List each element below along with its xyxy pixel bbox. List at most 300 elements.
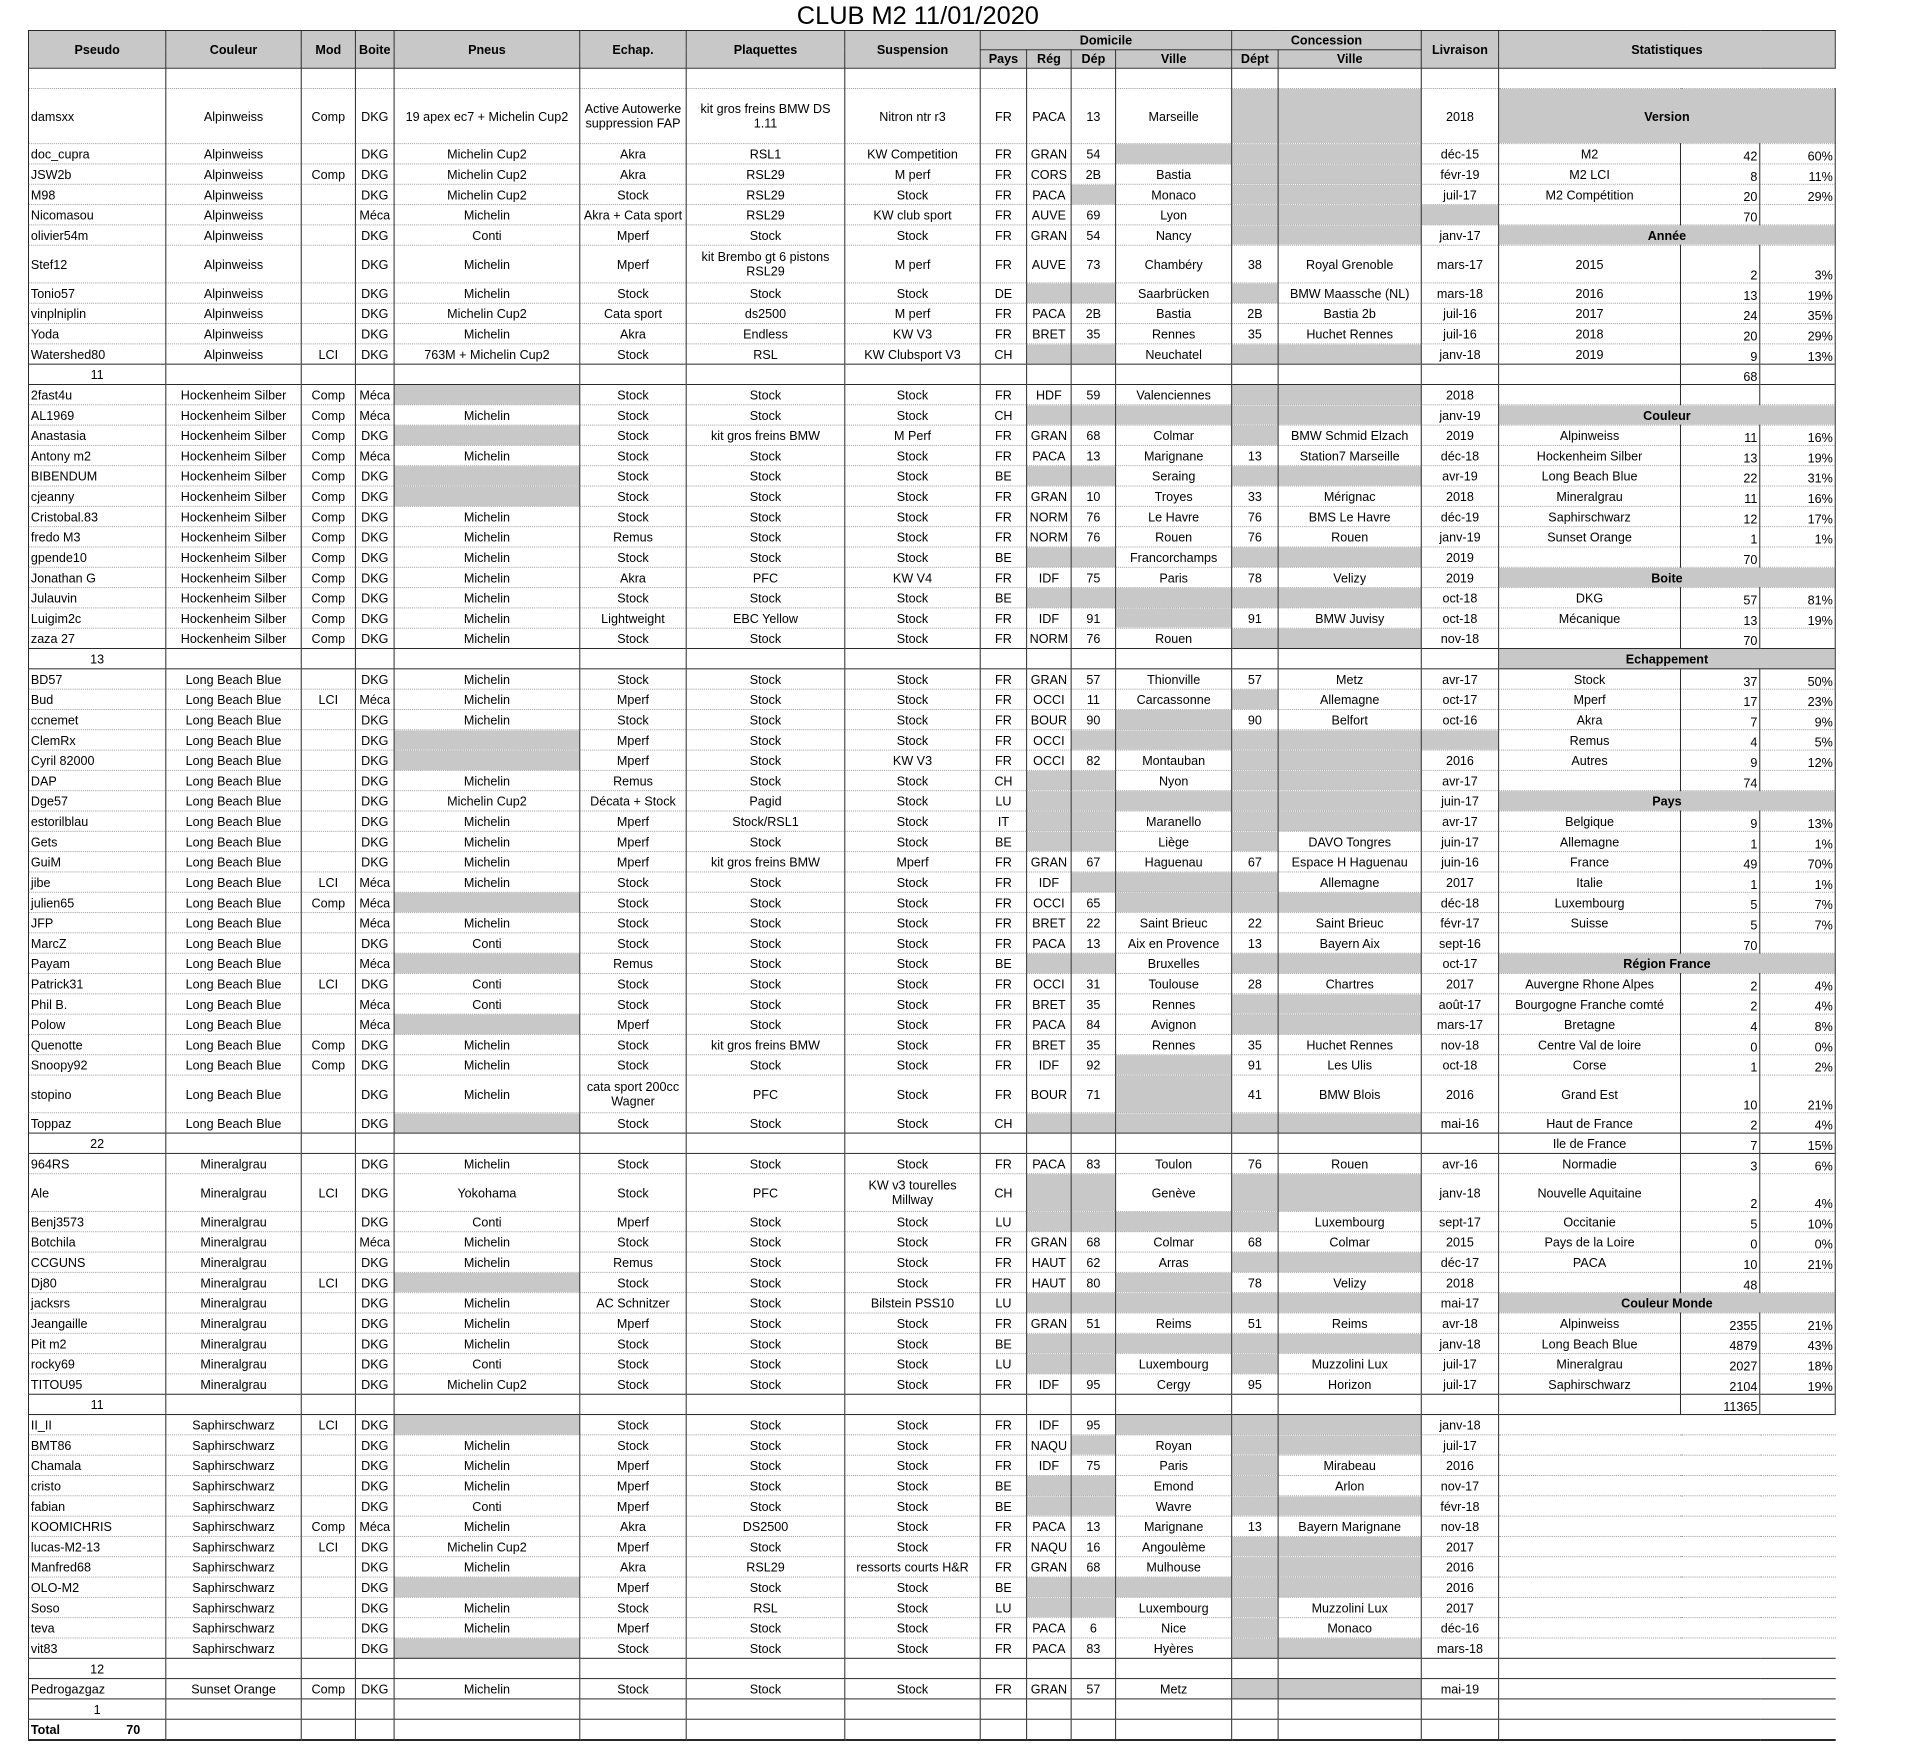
echap: Mperf	[580, 245, 686, 283]
stats-count: 22	[1680, 466, 1759, 486]
plaquettes: RSL29	[686, 184, 845, 204]
plaquettes: Stock	[686, 527, 845, 547]
livraison: juil-16	[1421, 324, 1498, 344]
region	[1027, 547, 1071, 567]
member-row	[28, 1516, 1835, 1536]
pseudo: Chamala	[28, 1455, 165, 1475]
member-row	[28, 1113, 1835, 1133]
echap: Stock	[580, 425, 686, 445]
ville: Maranello	[1116, 811, 1232, 831]
mod: LCI	[301, 872, 355, 892]
stats-label: Auvergne Rhone Alpes	[1499, 974, 1681, 994]
echap: Mperf	[580, 689, 686, 709]
mod	[301, 791, 355, 811]
stats-count: 9	[1680, 811, 1759, 831]
boite: DKG	[355, 1034, 394, 1054]
concession-dept	[1232, 1113, 1278, 1133]
plaquettes: kit gros freins BMW	[686, 852, 845, 872]
member-row	[28, 486, 1835, 506]
plaquettes: Stock	[686, 1638, 845, 1658]
departement	[1071, 283, 1115, 303]
pseudo: rocky69	[28, 1354, 165, 1374]
suspension: Stock	[845, 933, 980, 953]
empty-cell	[845, 364, 980, 384]
header-suspension: Suspension	[845, 30, 980, 68]
region: NAQU	[1027, 1435, 1071, 1455]
couleur: Mineralgrau	[166, 1374, 301, 1394]
plaquettes: Stock	[686, 1252, 845, 1272]
empty-cell	[166, 1699, 301, 1719]
echap: Mperf	[580, 1475, 686, 1495]
concession-ville	[1278, 1536, 1421, 1556]
departement: 83	[1071, 1153, 1115, 1173]
ville	[1116, 1055, 1232, 1075]
concession-dept	[1232, 1211, 1278, 1231]
member-row	[28, 445, 1835, 465]
empty-cell	[686, 1133, 845, 1153]
echap: Stock	[580, 445, 686, 465]
pays: FR	[980, 324, 1026, 344]
stats-percent: 21%	[1760, 1313, 1835, 1333]
pays: FR	[980, 669, 1026, 689]
member-row	[28, 324, 1835, 344]
departement: 31	[1071, 974, 1115, 994]
pneus: Michelin	[394, 852, 580, 872]
livraison: juin-16	[1421, 852, 1498, 872]
pneus: Michelin	[394, 628, 580, 648]
stats-count: 70	[1680, 547, 1759, 567]
departement: 68	[1071, 1557, 1115, 1577]
pneus: Michelin Cup2	[394, 1374, 580, 1394]
plaquettes: kit gros freins BMW	[686, 1034, 845, 1054]
pseudo: julien65	[28, 892, 165, 912]
plaquettes: Endless	[686, 324, 845, 344]
member-row	[28, 750, 1835, 770]
boite: DKG	[355, 144, 394, 164]
livraison: janv-18	[1421, 1333, 1498, 1353]
member-row	[28, 466, 1835, 486]
departement	[1071, 1496, 1115, 1516]
stats-label: Akra	[1499, 709, 1681, 729]
pseudo: M98	[28, 184, 165, 204]
member-row	[28, 1014, 1835, 1034]
stats-percent: 11%	[1760, 164, 1835, 184]
pseudo: Jeangaille	[28, 1313, 165, 1333]
echap: Akra	[580, 1557, 686, 1577]
couleur: Mineralgrau	[166, 1313, 301, 1333]
header-reg: Rég	[1027, 49, 1071, 68]
departement	[1071, 1475, 1115, 1495]
pays: FR	[980, 303, 1026, 323]
concession-dept	[1232, 1415, 1278, 1435]
concession-ville: Velizy	[1278, 1272, 1421, 1292]
member-row	[28, 913, 1835, 933]
region: PACA	[1027, 89, 1071, 144]
concession-dept: 13	[1232, 445, 1278, 465]
boite: Méca	[355, 205, 394, 225]
stats-label: Long Beach Blue	[1499, 466, 1681, 486]
stats-percent: 1%	[1760, 831, 1835, 851]
concession-dept	[1232, 344, 1278, 364]
empty-cell	[1116, 1719, 1232, 1740]
echap: Mperf	[580, 1211, 686, 1231]
suspension: Stock	[845, 1313, 980, 1333]
pseudo: 964RS	[28, 1153, 165, 1173]
couleur: Long Beach Blue	[166, 730, 301, 750]
suspension: KW V4	[845, 567, 980, 587]
stats-label: Belgique	[1499, 811, 1681, 831]
stats-label: Long Beach Blue	[1499, 1333, 1681, 1353]
livraison: avr-17	[1421, 770, 1498, 790]
concession-dept	[1232, 1293, 1278, 1313]
boite: DKG	[355, 1597, 394, 1617]
plaquettes: Stock	[686, 1313, 845, 1333]
concession-ville: Rouen	[1278, 527, 1421, 547]
departement: 35	[1071, 1034, 1115, 1054]
concession-ville: Bayern Marignane	[1278, 1516, 1421, 1536]
ville: Francorchamps	[1116, 547, 1232, 567]
livraison: 2016	[1421, 1075, 1498, 1113]
concession-dept	[1232, 1174, 1278, 1212]
departement: 13	[1071, 89, 1115, 144]
livraison: mai-17	[1421, 1293, 1498, 1313]
total-label: Total	[30, 1722, 61, 1737]
member-row	[28, 1232, 1835, 1252]
couleur: Saphirschwarz	[166, 1618, 301, 1638]
departement	[1071, 1293, 1115, 1313]
stats-section-header: Année	[1499, 225, 1836, 245]
pneus	[394, 1113, 580, 1133]
empty-cell	[686, 1719, 845, 1740]
couleur: Alpinweiss	[166, 89, 301, 144]
group-count: 1	[28, 1699, 165, 1719]
echap: Stock	[580, 1354, 686, 1374]
pays: FR	[980, 913, 1026, 933]
region: PACA	[1027, 303, 1071, 323]
plaquettes: Stock	[686, 1679, 845, 1699]
plaquettes: Pagid	[686, 791, 845, 811]
mod	[301, 1075, 355, 1113]
suspension: Stock	[845, 994, 980, 1014]
mod: Comp	[301, 1516, 355, 1536]
header-domicile: Domicile	[980, 30, 1231, 49]
stats-percent: 19%	[1760, 608, 1835, 628]
member-row	[28, 1075, 1835, 1113]
stats-empty	[1499, 1679, 1836, 1699]
livraison: juin-17	[1421, 791, 1498, 811]
plaquettes: Stock	[686, 1055, 845, 1075]
pneus: Michelin	[394, 547, 580, 567]
mod: Comp	[301, 1034, 355, 1054]
echap: Stock	[580, 486, 686, 506]
pseudo: vinplniplin	[28, 303, 165, 323]
concession-ville	[1278, 1679, 1421, 1699]
empty-cell	[1232, 1719, 1278, 1740]
member-row	[28, 1153, 1835, 1173]
region: IDF	[1027, 608, 1071, 628]
stats-label: Centre Val de loire	[1499, 1034, 1681, 1054]
suspension: Stock	[845, 730, 980, 750]
boite: DKG	[355, 628, 394, 648]
stats-percent: 4%	[1760, 974, 1835, 994]
concession-ville	[1278, 994, 1421, 1014]
pays: DE	[980, 283, 1026, 303]
region: HAUT	[1027, 1252, 1071, 1272]
echap: Mperf	[580, 1577, 686, 1597]
ville: Liège	[1116, 831, 1232, 851]
pseudo: Manfred68	[28, 1557, 165, 1577]
concession-ville	[1278, 730, 1421, 750]
suspension: Stock	[845, 1113, 980, 1133]
pseudo: JFP	[28, 913, 165, 933]
empty-cell	[980, 1699, 1026, 1719]
header-couleur: Couleur	[166, 30, 301, 68]
mod	[301, 283, 355, 303]
suspension: ressorts courts H&R	[845, 1557, 980, 1577]
empty-cell	[1027, 1719, 1071, 1740]
pneus: Michelin	[394, 445, 580, 465]
ville: Angoulème	[1116, 1536, 1232, 1556]
ville: Haguenau	[1116, 852, 1232, 872]
stats-count: 20	[1680, 324, 1759, 344]
boite: DKG	[355, 1415, 394, 1435]
plaquettes: Stock	[686, 872, 845, 892]
mod: Comp	[301, 466, 355, 486]
couleur: Mineralgrau	[166, 1354, 301, 1374]
concession-ville	[1278, 205, 1421, 225]
ville	[1116, 588, 1232, 608]
concession-dept: 95	[1232, 1374, 1278, 1394]
livraison: 2015	[1421, 1232, 1498, 1252]
empty-cell	[301, 364, 355, 384]
region: BRET	[1027, 913, 1071, 933]
departement: 73	[1071, 245, 1115, 283]
empty-cell	[301, 649, 355, 669]
echap: Cata sport	[580, 303, 686, 323]
departement: 76	[1071, 527, 1115, 547]
empty-cell	[686, 364, 845, 384]
livraison: oct-17	[1421, 689, 1498, 709]
boite: Méca	[355, 1232, 394, 1252]
livraison: 2016	[1421, 1557, 1498, 1577]
empty-cell	[580, 1658, 686, 1678]
concession-ville: Station7 Marseille	[1278, 445, 1421, 465]
stats-count: 8	[1680, 164, 1759, 184]
region	[1027, 466, 1071, 486]
mod: Comp	[301, 567, 355, 587]
pays: BE	[980, 1496, 1026, 1516]
echap: Stock	[580, 344, 686, 364]
departement: 10	[1071, 486, 1115, 506]
couleur: Saphirschwarz	[166, 1496, 301, 1516]
echap: Stock	[580, 1232, 686, 1252]
stats-label: PACA	[1499, 1252, 1681, 1272]
plaquettes: Stock	[686, 1113, 845, 1133]
stats-percent	[1760, 205, 1835, 225]
ville: Toulouse	[1116, 974, 1232, 994]
mod	[301, 1577, 355, 1597]
plaquettes: Stock	[686, 1415, 845, 1435]
concession-dept	[1232, 588, 1278, 608]
departement: 16	[1071, 1536, 1115, 1556]
ville: Colmar	[1116, 1232, 1232, 1252]
suspension: Stock	[845, 709, 980, 729]
empty-cell	[580, 1394, 686, 1414]
departement: 80	[1071, 1272, 1115, 1292]
concession-ville	[1278, 89, 1421, 144]
suspension: Stock	[845, 791, 980, 811]
member-row	[28, 892, 1835, 912]
boite: Méca	[355, 994, 394, 1014]
ville	[1116, 144, 1232, 164]
empty-cell	[394, 364, 580, 384]
departement: 95	[1071, 1415, 1115, 1435]
departement: 82	[1071, 750, 1115, 770]
region: IDF	[1027, 872, 1071, 892]
member-row	[28, 1313, 1835, 1333]
stats-count: 10	[1680, 1075, 1759, 1113]
pseudo: BIBENDUM	[28, 466, 165, 486]
pseudo: gpende10	[28, 547, 165, 567]
echap: Lightweight	[580, 608, 686, 628]
total-value: 70	[126, 1722, 141, 1737]
empty-cell	[355, 1133, 394, 1153]
boite: DKG	[355, 506, 394, 526]
departement: 69	[1071, 205, 1115, 225]
concession-ville	[1278, 1638, 1421, 1658]
region: PACA	[1027, 445, 1071, 465]
boite: DKG	[355, 770, 394, 790]
empty-cell	[301, 1719, 355, 1740]
stats-percent	[1760, 933, 1835, 953]
couleur: Long Beach Blue	[166, 1055, 301, 1075]
stats-label: Mécanique	[1499, 608, 1681, 628]
echap: Stock	[580, 709, 686, 729]
couleur: Long Beach Blue	[166, 791, 301, 811]
mod	[301, 1618, 355, 1638]
concession-dept	[1232, 1475, 1278, 1495]
departement	[1071, 1354, 1115, 1374]
echap: Stock	[580, 1435, 686, 1455]
empty-cell	[686, 1658, 845, 1678]
member-row	[28, 1055, 1835, 1075]
pseudo: Phil B.	[28, 994, 165, 1014]
member-row	[28, 303, 1835, 323]
pneus: Michelin	[394, 1618, 580, 1638]
concession-ville: BMW Schmid Elzach	[1278, 425, 1421, 445]
concession-dept	[1232, 872, 1278, 892]
couleur: Long Beach Blue	[166, 872, 301, 892]
pseudo: ccnemet	[28, 709, 165, 729]
empty-cell	[845, 1699, 980, 1719]
empty-cell	[580, 1133, 686, 1153]
couleur: Hockenheim Silber	[166, 567, 301, 587]
ville: Seraing	[1116, 466, 1232, 486]
echap: Stock	[580, 933, 686, 953]
concession-ville: Reims	[1278, 1313, 1421, 1333]
plaquettes: PFC	[686, 1174, 845, 1212]
pseudo: Cristobal.83	[28, 506, 165, 526]
empty-cell	[686, 1394, 845, 1414]
concession-ville	[1278, 466, 1421, 486]
concession-dept	[1232, 770, 1278, 790]
pneus: Michelin	[394, 1455, 580, 1475]
suspension: Stock	[845, 770, 980, 790]
pneus: Michelin Cup2	[394, 164, 580, 184]
livraison: nov-18	[1421, 1034, 1498, 1054]
stats-count: 20	[1680, 184, 1759, 204]
empty-cell	[1071, 1719, 1115, 1740]
stats-count: 13	[1680, 445, 1759, 465]
mod	[301, 1113, 355, 1133]
stats-label: Hockenheim Silber	[1499, 445, 1681, 465]
pseudo: vit83	[28, 1638, 165, 1658]
suspension: M perf	[845, 164, 980, 184]
pays: BE	[980, 831, 1026, 851]
member-row	[28, 1293, 1835, 1313]
stats-count: 74	[1680, 770, 1759, 790]
region: NORM	[1027, 527, 1071, 547]
boite: DKG	[355, 1536, 394, 1556]
couleur: Hockenheim Silber	[166, 384, 301, 404]
stats-label: Saphirschwarz	[1499, 1374, 1681, 1394]
mod: Comp	[301, 588, 355, 608]
echap: Remus	[580, 527, 686, 547]
pseudo: doc_cupra	[28, 144, 165, 164]
mod	[301, 933, 355, 953]
plaquettes: PFC	[686, 567, 845, 587]
member-row	[28, 953, 1835, 973]
mod	[301, 1252, 355, 1272]
livraison: 2016	[1421, 750, 1498, 770]
empty-cell	[1027, 1658, 1071, 1678]
stats-section-header: Couleur Monde	[1499, 1293, 1836, 1313]
echap: Stock	[580, 384, 686, 404]
pays: FR	[980, 89, 1026, 144]
pneus: Conti	[394, 1211, 580, 1231]
echap: Stock	[580, 405, 686, 425]
couleur: Mineralgrau	[166, 1252, 301, 1272]
couleur: Hockenheim Silber	[166, 405, 301, 425]
couleur: Hockenheim Silber	[166, 527, 301, 547]
stats-percent: 19%	[1760, 1374, 1835, 1394]
pseudo: GuiM	[28, 852, 165, 872]
boite: DKG	[355, 567, 394, 587]
couleur: Saphirschwarz	[166, 1435, 301, 1455]
stats-percent: 6%	[1760, 1153, 1835, 1173]
couleur: Saphirschwarz	[166, 1557, 301, 1577]
empty-cell	[1116, 364, 1232, 384]
ville	[1116, 1211, 1232, 1231]
livraison: avr-18	[1421, 1313, 1498, 1333]
concession-dept: 78	[1232, 1272, 1278, 1292]
livraison: oct-16	[1421, 709, 1498, 729]
stats-count: 57	[1680, 588, 1759, 608]
region	[1027, 283, 1071, 303]
mod: LCI	[301, 974, 355, 994]
ville: Emond	[1116, 1475, 1232, 1495]
boite: DKG	[355, 1557, 394, 1577]
empty-cell	[1027, 1133, 1071, 1153]
stats-percent: 70%	[1760, 852, 1835, 872]
region: OCCI	[1027, 892, 1071, 912]
livraison: avr-17	[1421, 669, 1498, 689]
livraison: févr-19	[1421, 164, 1498, 184]
stats-count: 10	[1680, 1252, 1759, 1272]
livraison: 2017	[1421, 872, 1498, 892]
ville: Marseille	[1116, 89, 1232, 144]
header-ville: Ville	[1116, 49, 1232, 68]
